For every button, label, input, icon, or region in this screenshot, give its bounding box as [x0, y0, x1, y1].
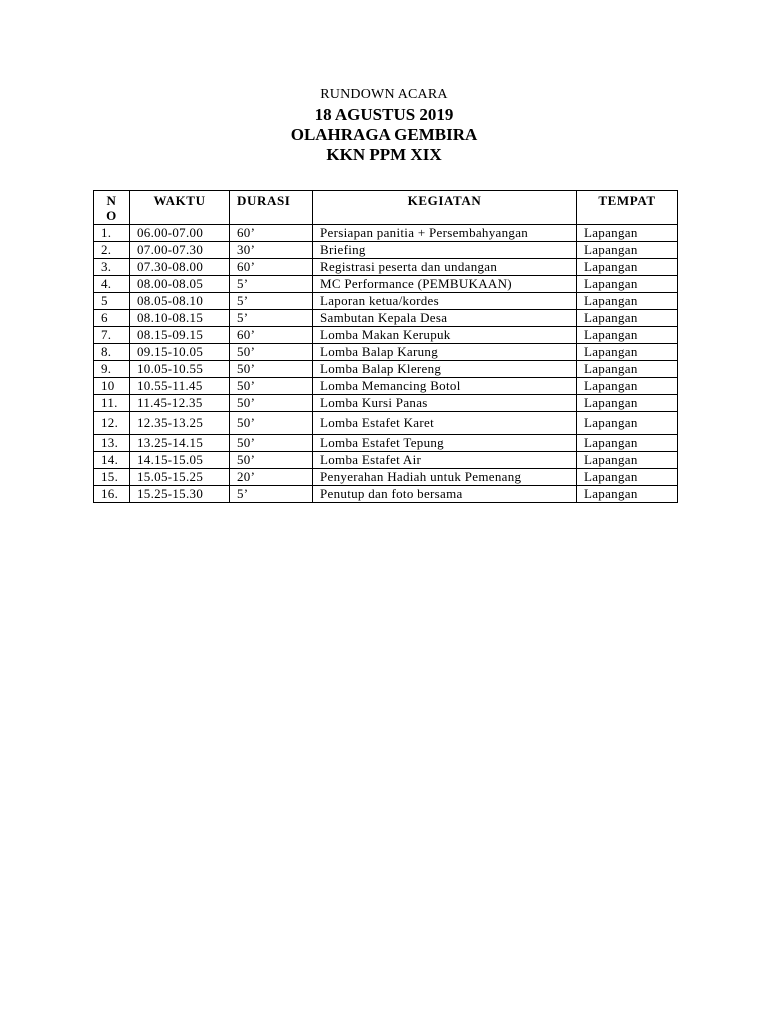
cell-waktu: 07.00-07.30: [130, 242, 230, 259]
cell-waktu: 14.15-15.05: [130, 452, 230, 469]
cell-kegiatan: Persiapan panitia + Persembahyangan: [313, 225, 577, 242]
table-row: [94, 435, 678, 452]
table-row: [94, 469, 678, 486]
doc-heading-program: KKN PPM XIX: [326, 145, 442, 164]
doc-heading-rundown: RUNDOWN ACARA: [320, 87, 448, 102]
cell-waktu: 10.55-11.45: [130, 378, 230, 395]
cell-no: 7.: [94, 327, 130, 344]
cell-waktu: 15.25-15.30: [130, 486, 230, 503]
cell-kegiatan: MC Performance (PEMBUKAAN): [313, 276, 577, 293]
table-row: [94, 361, 678, 378]
cell-kegiatan: Lomba Balap Klereng: [313, 361, 577, 378]
cell-kegiatan: Laporan ketua/kordes: [313, 293, 577, 310]
doc-heading-date: 18 AGUSTUS 2019: [314, 105, 454, 124]
column-header-waktu: WAKTU: [130, 191, 230, 225]
cell-kegiatan: Lomba Kursi Panas: [313, 395, 577, 412]
cell-durasi: 50’: [230, 412, 313, 435]
table-row: [94, 259, 678, 276]
cell-no: 2.: [94, 242, 130, 259]
cell-no: 12.: [94, 412, 130, 435]
cell-kegiatan: Lomba Estafet Karet: [313, 412, 577, 435]
table-row: [94, 412, 678, 435]
cell-kegiatan: Lomba Estafet Air: [313, 452, 577, 469]
table-row: [94, 378, 678, 395]
cell-durasi: 50’: [230, 395, 313, 412]
cell-durasi: 5’: [230, 276, 313, 293]
table-row: [94, 486, 678, 503]
cell-waktu: 08.05-08.10: [130, 293, 230, 310]
cell-no: 6: [94, 310, 130, 327]
cell-durasi: 20’: [230, 469, 313, 486]
cell-kegiatan: Lomba Estafet Tepung: [313, 435, 577, 452]
cell-tempat: Lapangan: [577, 412, 678, 435]
cell-durasi: 50’: [230, 435, 313, 452]
cell-waktu: 13.25-14.15: [130, 435, 230, 452]
cell-waktu: 08.15-09.15: [130, 327, 230, 344]
doc-heading-event: OLAHRAGA GEMBIRA: [290, 125, 478, 144]
table-body: [94, 225, 678, 503]
table-row: [94, 327, 678, 344]
cell-no: 4.: [94, 276, 130, 293]
cell-waktu: 15.05-15.25: [130, 469, 230, 486]
cell-kegiatan: Registrasi peserta dan undangan: [313, 259, 577, 276]
cell-waktu: 08.00-08.05: [130, 276, 230, 293]
cell-kegiatan: Lomba Makan Kerupuk: [313, 327, 577, 344]
cell-tempat: Lapangan: [577, 435, 678, 452]
cell-tempat: Lapangan: [577, 395, 678, 412]
cell-durasi: 30’: [230, 242, 313, 259]
cell-durasi: 5’: [230, 486, 313, 503]
cell-kegiatan: Lomba Balap Karung: [313, 344, 577, 361]
cell-waktu: 06.00-07.00: [130, 225, 230, 242]
cell-waktu: 09.15-10.05: [130, 344, 230, 361]
cell-durasi: 50’: [230, 344, 313, 361]
column-header-no: [94, 191, 130, 225]
table-row: [94, 225, 678, 242]
cell-kegiatan: Penutup dan foto bersama: [313, 486, 577, 503]
cell-kegiatan: Sambutan Kepala Desa: [313, 310, 577, 327]
column-header-kegiatan: KEGIATAN: [313, 191, 577, 225]
cell-durasi: 60’: [230, 259, 313, 276]
cell-kegiatan: Penyerahan Hadiah untuk Pemenang: [313, 469, 577, 486]
cell-no: 10: [94, 378, 130, 395]
table-row: [94, 242, 678, 259]
cell-no: 15.: [94, 469, 130, 486]
cell-waktu: 11.45-12.35: [130, 395, 230, 412]
cell-durasi: 50’: [230, 378, 313, 395]
cell-kegiatan: Lomba Memancing Botol: [313, 378, 577, 395]
table-row: [94, 344, 678, 361]
cell-tempat: Lapangan: [577, 452, 678, 469]
cell-tempat: Lapangan: [577, 242, 678, 259]
cell-no: 16.: [94, 486, 130, 503]
cell-tempat: Lapangan: [577, 225, 678, 242]
cell-no: 13.: [94, 435, 130, 452]
table-row: [94, 452, 678, 469]
cell-durasi: 50’: [230, 452, 313, 469]
cell-tempat: Lapangan: [577, 378, 678, 395]
table-row: [94, 395, 678, 412]
cell-waktu: 12.35-13.25: [130, 412, 230, 435]
cell-durasi: 60’: [230, 225, 313, 242]
cell-durasi: 5’: [230, 293, 313, 310]
cell-durasi: 60’: [230, 327, 313, 344]
cell-tempat: Lapangan: [577, 293, 678, 310]
cell-tempat: Lapangan: [577, 361, 678, 378]
cell-durasi: 5’: [230, 310, 313, 327]
cell-durasi: 50’: [230, 361, 313, 378]
cell-no: 11.: [94, 395, 130, 412]
cell-no: 3.: [94, 259, 130, 276]
cell-no: 8.: [94, 344, 130, 361]
cell-tempat: Lapangan: [577, 276, 678, 293]
column-header-no-bottom: O: [106, 208, 117, 223]
cell-no: 9.: [94, 361, 130, 378]
cell-waktu: 08.10-08.15: [130, 310, 230, 327]
cell-waktu: 07.30-08.00: [130, 259, 230, 276]
cell-no: 5: [94, 293, 130, 310]
cell-tempat: Lapangan: [577, 327, 678, 344]
cell-tempat: Lapangan: [577, 469, 678, 486]
cell-tempat: Lapangan: [577, 486, 678, 503]
cell-kegiatan: Briefing: [313, 242, 577, 259]
column-header-durasi: DURASI: [230, 191, 313, 225]
cell-tempat: Lapangan: [577, 259, 678, 276]
rundown-table: [93, 190, 678, 503]
table-row: [94, 276, 678, 293]
table-row: [94, 310, 678, 327]
table-header-row: [94, 191, 678, 225]
cell-tempat: Lapangan: [577, 344, 678, 361]
column-header-no-top: N: [106, 193, 117, 208]
cell-no: 14.: [94, 452, 130, 469]
column-header-tempat: TEMPAT: [577, 191, 678, 225]
cell-waktu: 10.05-10.55: [130, 361, 230, 378]
cell-no: 1.: [94, 225, 130, 242]
table-row: [94, 293, 678, 310]
cell-tempat: Lapangan: [577, 310, 678, 327]
